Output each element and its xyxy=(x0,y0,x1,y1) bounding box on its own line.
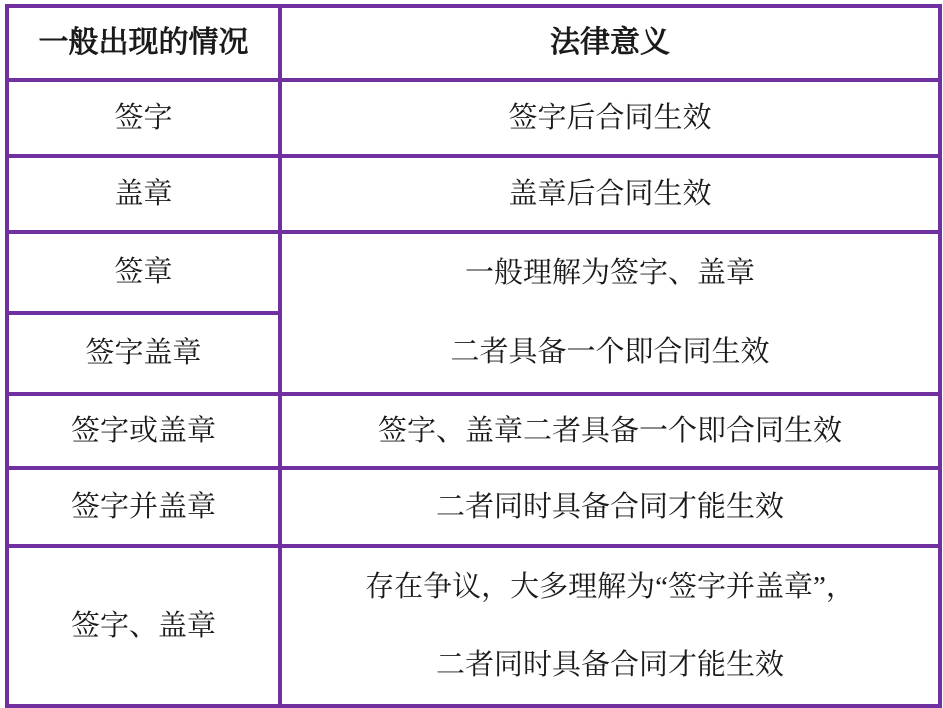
table-row xyxy=(7,394,940,468)
cell-meaning-gaizhang: 盖章后合同生效 xyxy=(280,156,940,232)
cell-situation-gaizhang: 盖章 xyxy=(7,156,280,232)
cell-situation-bing: 签字并盖章 xyxy=(7,468,280,546)
table-row xyxy=(7,468,940,546)
merged-meaning-line1: 一般理解为签字、盖章 xyxy=(464,257,755,289)
legal-meaning-table xyxy=(5,4,942,708)
table-row xyxy=(7,156,940,232)
header-cell-situation: 一般出现的情况 xyxy=(7,6,280,80)
cell-meaning-dunhao xyxy=(280,546,940,706)
table-row xyxy=(7,546,940,706)
cell-meaning-merged xyxy=(280,232,940,394)
cell-meaning-bing: 二者同时具备合同才能生效 xyxy=(280,468,940,546)
cell-meaning-huo: 签字、盖章二者具备一个即合同生效 xyxy=(280,394,940,468)
last-row-meaning-line1: 存在争议，大多理解为“签字并盖章”， xyxy=(365,571,855,603)
last-row-meaning-line2: 二者同时具备合同才能生效 xyxy=(435,649,784,681)
cell-situation-qianzi: 签字 xyxy=(7,80,280,156)
cell-situation-qianzi-gaizhang: 签字盖章 xyxy=(7,313,280,394)
merged-meaning-line2: 二者具备一个即合同生效 xyxy=(450,336,770,368)
legal-meaning-table-container xyxy=(5,4,938,708)
cell-situation-huo: 签字或盖章 xyxy=(7,394,280,468)
table-row xyxy=(7,232,940,313)
header-cell-meaning: 法律意义 xyxy=(280,6,940,80)
cell-situation-qianzhang: 签章 xyxy=(7,232,280,313)
header-row xyxy=(7,6,940,80)
cell-situation-dunhao: 签字、盖章 xyxy=(7,546,280,706)
table-row xyxy=(7,80,940,156)
cell-meaning-qianzi: 签字后合同生效 xyxy=(280,80,940,156)
